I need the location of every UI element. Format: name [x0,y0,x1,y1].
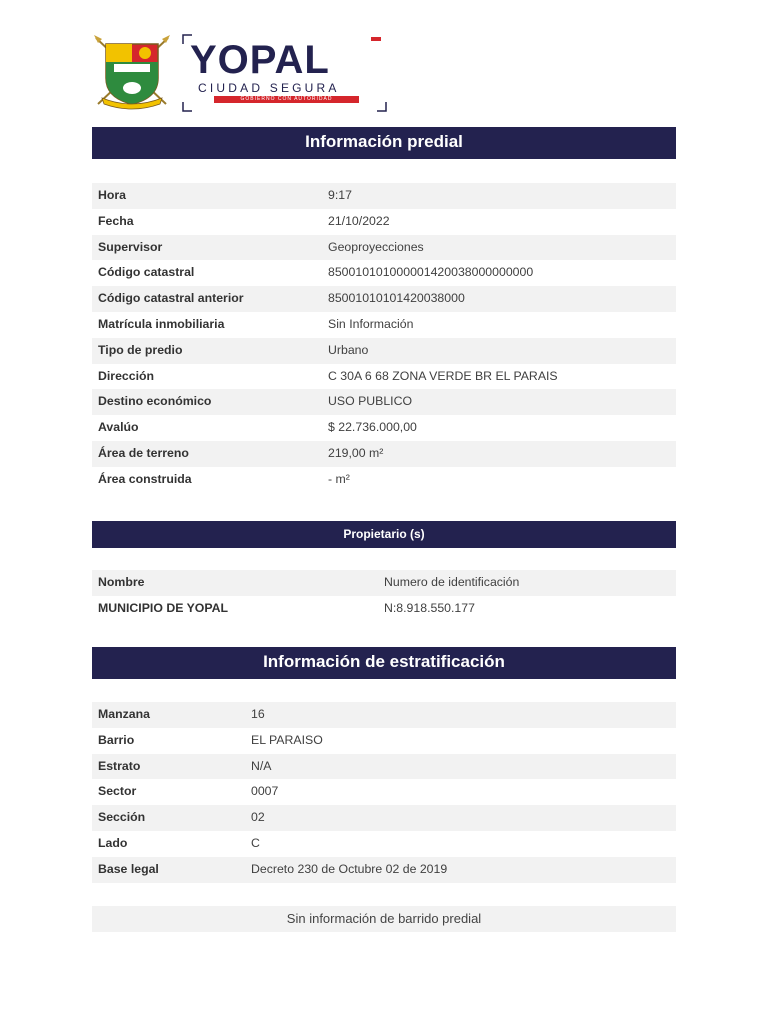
field-label: Área construida [98,471,192,486]
field-value: Sin Información [328,316,414,331]
field-label: Fecha [98,213,134,228]
field-label: Estrato [98,758,141,773]
field-label: Lado [98,835,128,850]
field-label: Supervisor [98,239,163,254]
logo-band: GOBIERNO CON AUTORIDAD [214,96,359,103]
section-title-propietario: Propietario (s) [92,521,676,548]
field-value: Urbano [328,342,369,357]
predial-row [92,441,676,467]
field-value: Decreto 230 de Octubre 02 de 2019 [251,861,448,876]
propietario-table [92,570,676,622]
field-label: Nombre [98,575,145,589]
field-label: Sector [98,784,137,799]
field-label: Tipo de predio [98,342,183,357]
field-value: USO PUBLICO [328,394,413,409]
field-value: 219,00 m² [328,445,384,460]
field-value: - m² [328,471,350,486]
field-value: C [251,835,260,850]
estratificacion-row [92,702,676,728]
section-title-predial: Información predial [92,127,676,159]
field-label: MUNICIPIO DE YOPAL [98,600,229,615]
logo-title: YOPAL [190,38,330,82]
field-value: 21/10/2022 [328,213,390,228]
predial-row [92,415,676,441]
field-label: Dirección [98,368,155,383]
field-value: 850010101000001420038000000000 [328,265,534,280]
page-header [92,32,392,112]
field-value: N:8.918.550.177 [384,600,475,615]
predial-table [92,183,676,493]
field-value: Geoproyecciones [328,239,424,254]
field-value: 85001010101420038000 [328,291,465,306]
field-value: EL PARAISO [251,732,323,747]
field-label: Hora [98,188,127,202]
field-value: 0007 [251,784,279,799]
logo-subtitle: CIUDAD SEGURA [198,81,340,95]
field-label: Avalúo [98,420,139,435]
estratificacion-row [92,754,676,780]
predial-row [92,467,676,493]
field-value: Numero de identificación [384,575,520,589]
barrido-predial-note: Sin información de barrido predial [92,906,676,932]
field-label: Barrio [98,732,135,747]
predial-row [92,286,676,312]
yopal-ciudad-segura-logo [182,34,387,112]
field-value: $ 22.736.000,00 [328,420,417,435]
estratificacion-row [92,805,676,831]
propietario-row [92,570,676,596]
section-title-estratificacion: Información de estratificación [92,647,676,679]
predial-row [92,183,676,209]
predial-row [92,389,676,415]
predial-row [92,260,676,286]
field-value: N/A [251,758,272,773]
predial-row [92,338,676,364]
propietario-row [92,596,676,622]
field-label: Sección [98,810,146,825]
predial-row [92,209,676,235]
estratificacion-table [92,702,676,883]
logo-red-tag [371,37,381,41]
field-label: Matrícula inmobiliaria [98,316,225,331]
field-value: 16 [251,707,265,721]
field-label: Manzana [98,707,150,721]
field-label: Base legal [98,861,159,876]
yopal-coat-of-arms-logo [92,32,172,112]
field-label: Código catastral anterior [98,291,244,306]
estratificacion-row [92,831,676,857]
field-label: Código catastral [98,265,195,280]
field-value: C 30A 6 68 ZONA VERDE BR EL PARAIS [328,368,558,383]
predial-row [92,312,676,338]
estratificacion-row [92,728,676,754]
field-label: Destino económico [98,394,212,409]
estratificacion-row [92,779,676,805]
estratificacion-row [92,857,676,883]
field-value: 02 [251,810,265,825]
predial-row [92,235,676,261]
field-label: Área de terreno [98,445,189,460]
predial-row [92,364,676,390]
field-value: 9:17 [328,188,352,202]
